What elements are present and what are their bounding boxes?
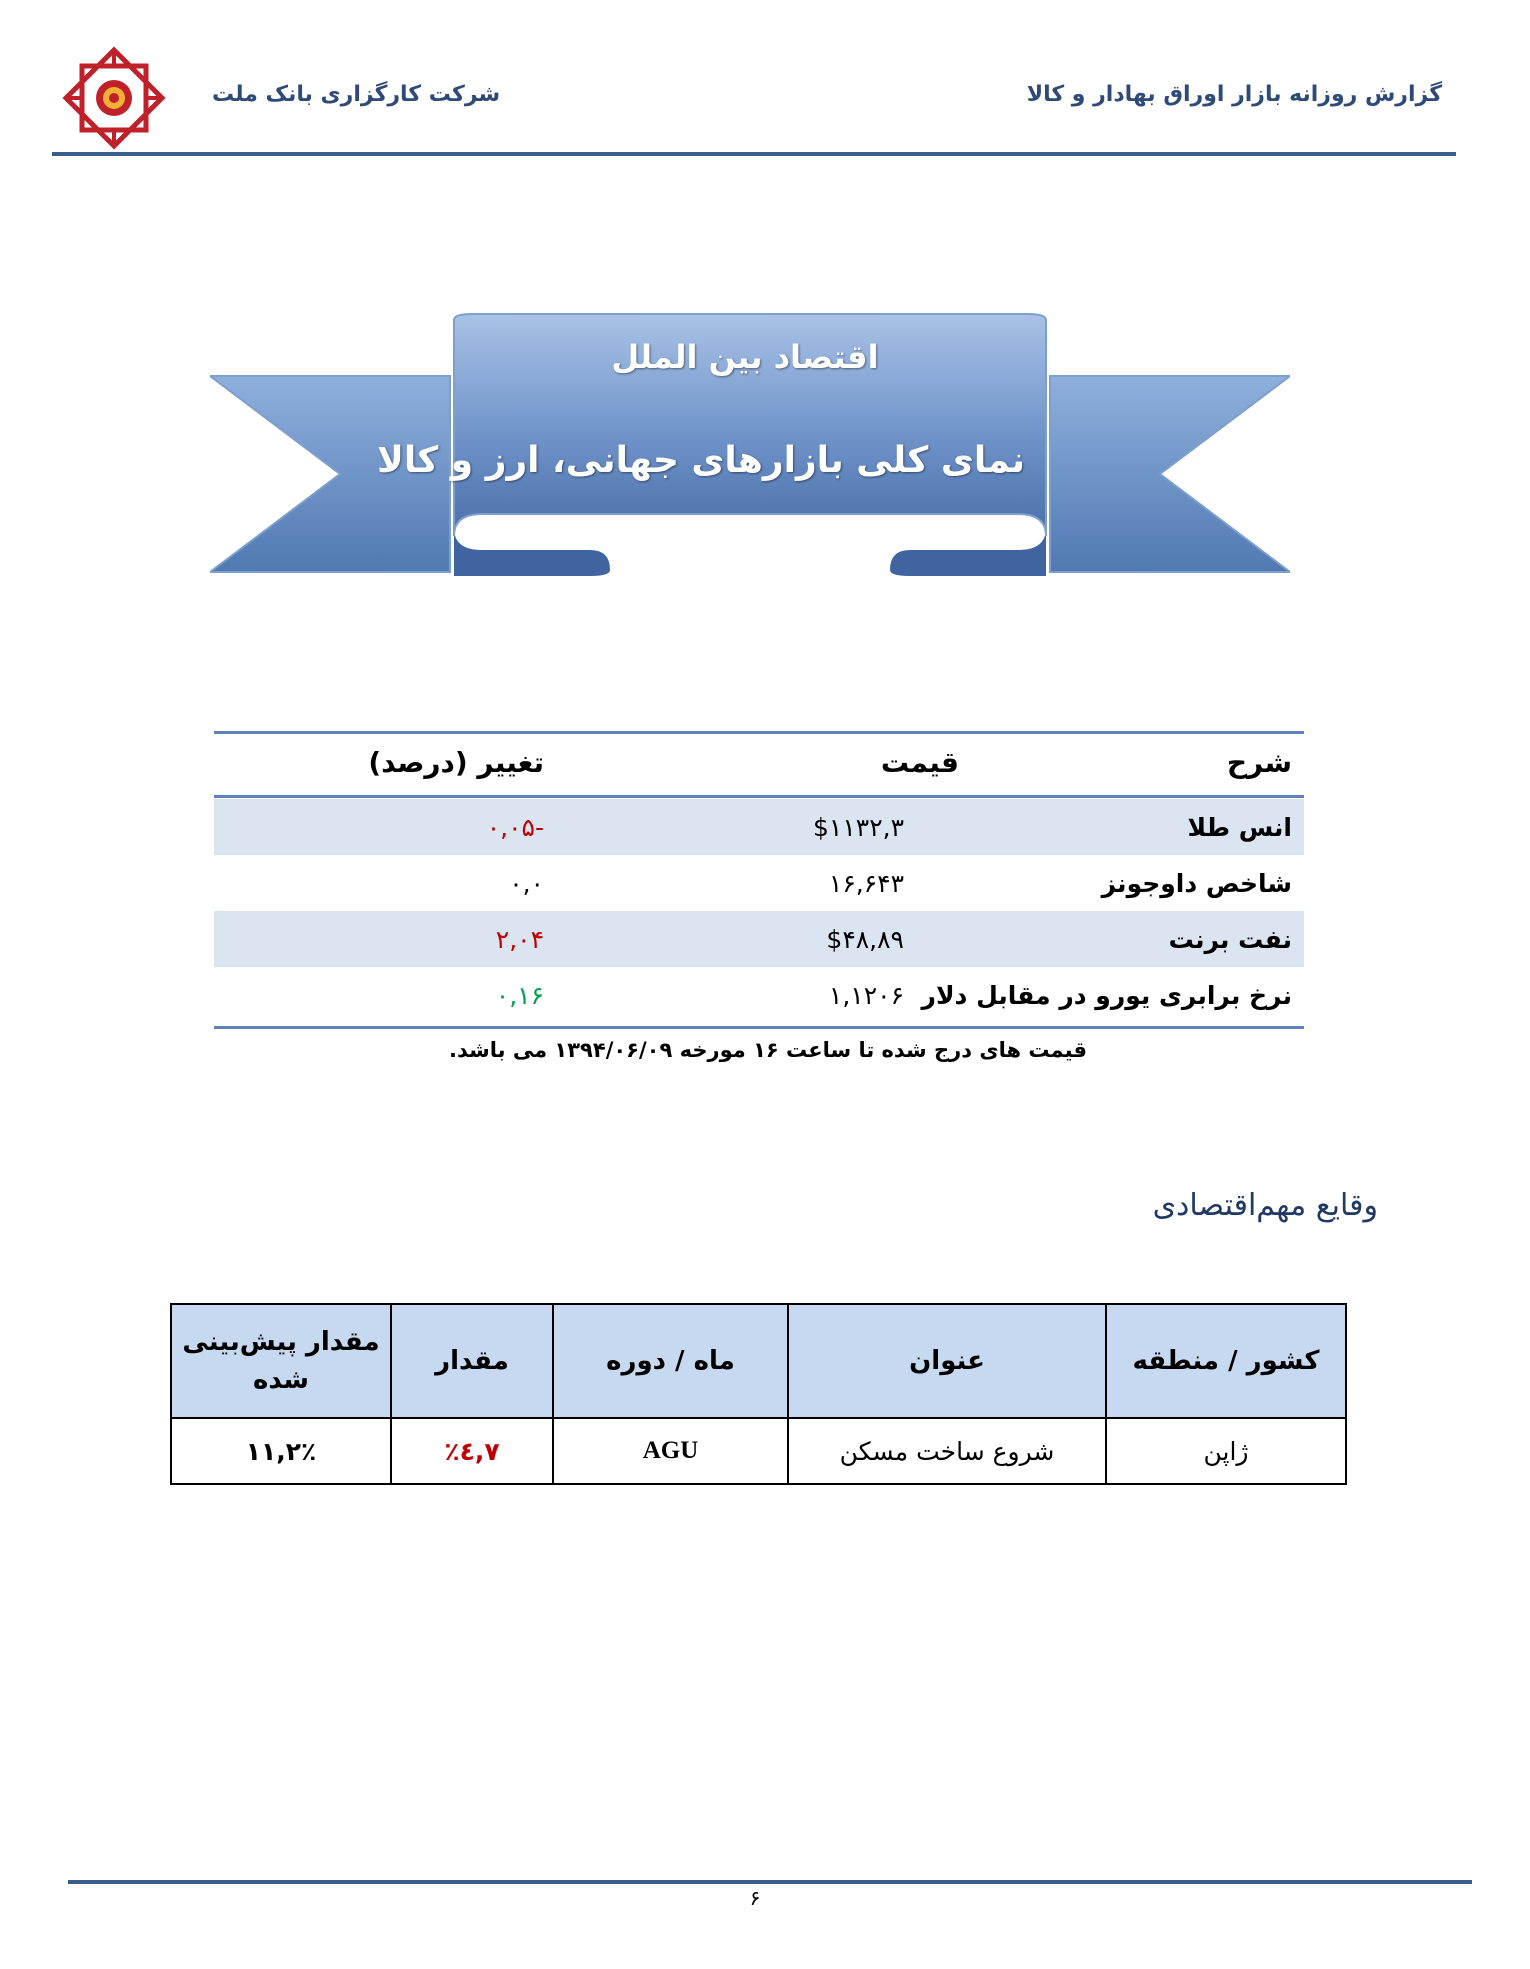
table-header-row [214,737,1304,787]
event-forecast: ۱۱,۲٪ [171,1418,391,1484]
header-value: مقدار [391,1304,553,1418]
company-logo-icon [62,46,166,150]
header-forecast-line2: شده [253,1365,309,1395]
row-description: نفت برنت [1168,924,1292,954]
table-header-rule [214,795,1304,798]
row-description: نرخ برابری یورو در مقابل دلار [921,980,1292,1010]
row-change: ۰,۰ [509,868,544,898]
header-divider [52,152,1456,156]
table-top-rule [214,731,1304,734]
company-name: شرکت کارگزاری بانک ملت [212,82,501,107]
event-country: ژاپن [1106,1418,1346,1484]
table-row [214,799,1304,855]
header-country: کشور / منطقه [1106,1304,1346,1418]
banner-subtitle: نمای کلی بازارهای جهانی، ارز و کالا [377,440,1025,481]
event-value: ۷,٤٪ [391,1418,553,1484]
table-row [214,967,1304,1023]
row-change: ۰,۱۶ [495,980,544,1010]
row-description: شاخص داوجونز [1101,868,1292,898]
header-period: ماه / دوره [553,1304,788,1418]
row-change: -۰,۰۵ [486,812,544,842]
header-forecast-line1: مقدار پیش‌بینی [182,1327,380,1357]
row-change: ۲,۰۴ [495,924,544,954]
row-price: ۱,۱۲۰۶ [828,980,904,1010]
table-row [214,855,1304,911]
row-price: $۴۸,۸۹ [826,924,904,954]
header-change: تغییر (درصد) [368,745,544,779]
header-description: شرح [1226,745,1292,779]
price-timestamp-note: قیمت های درج شده تا ساعت ۱۶ مورخه ۱۳۹۴/۰۶/۰۹ می باشد. [449,1038,1087,1062]
row-description: انس طلا [1187,812,1292,842]
page-number: ۶ [749,1886,761,1910]
header-forecast [171,1304,391,1418]
row-price: ۱۶,۶۴۳ [828,868,904,898]
header-price: قیمت [880,745,959,779]
event-title: شروع ساخت مسکن [788,1418,1106,1484]
report-title: گزارش روزانه بازار اوراق بهادار و کالا [1026,82,1442,107]
table-row [171,1418,1346,1484]
table-row [214,911,1304,967]
events-section-title: وقایع مهم‌اقتصادی [1152,1188,1378,1223]
events-header-row [171,1304,1346,1418]
event-period: AGU [553,1418,788,1484]
row-price: $۱۱۳۲,۳ [813,812,904,842]
footer-divider [68,1880,1472,1884]
economic-events-table [170,1303,1347,1485]
table-bottom-rule [214,1026,1304,1029]
banner-title: اقتصاد بین الملل [611,338,879,376]
header-event-title: عنوان [788,1304,1106,1418]
